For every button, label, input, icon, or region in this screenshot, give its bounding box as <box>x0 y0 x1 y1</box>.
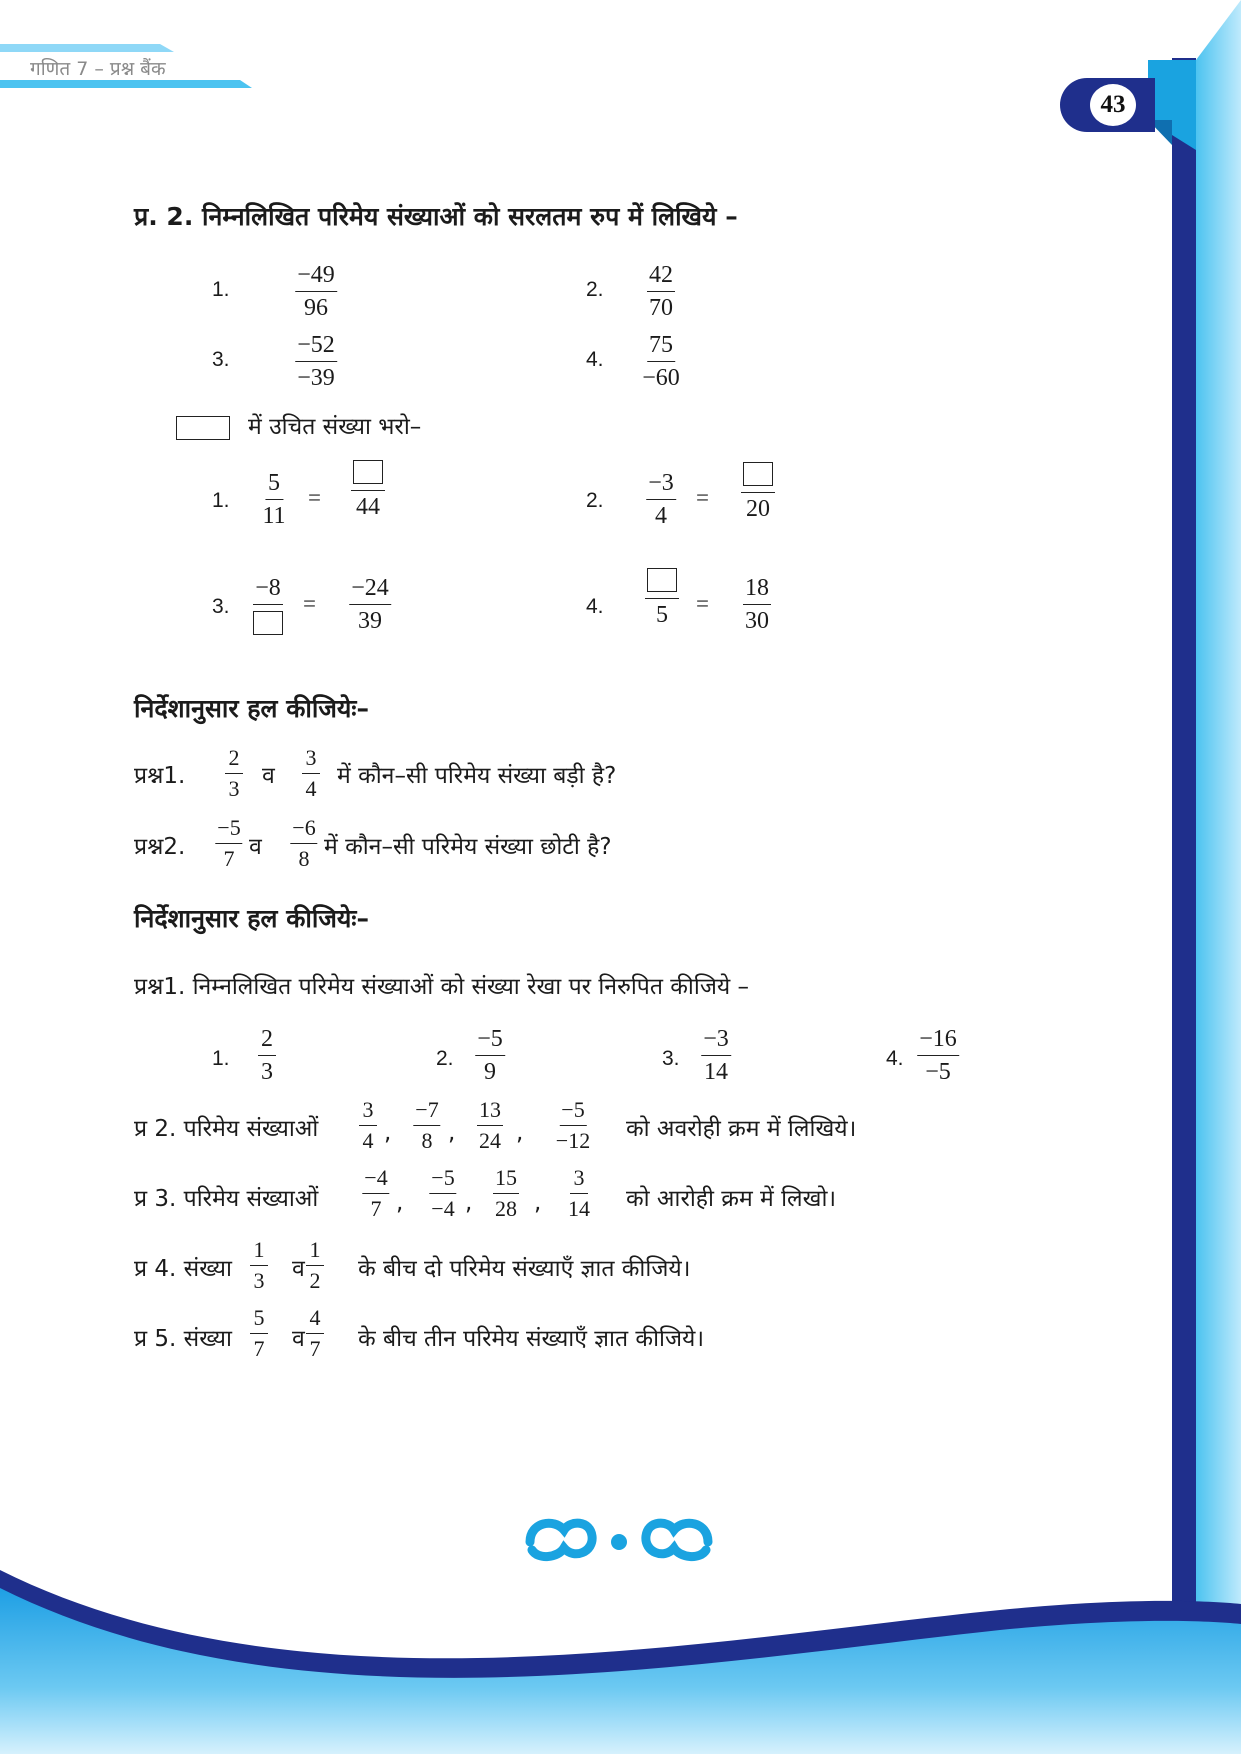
section-2-q2-fraction-2 <box>413 1098 440 1153</box>
blank-box <box>253 611 283 635</box>
section-2-q1-item-2-label: 2. <box>436 1047 454 1070</box>
denominator: 4 <box>305 775 317 801</box>
numerator: 2 <box>225 746 243 774</box>
denominator: 4 <box>362 1127 374 1153</box>
page-number: 43 <box>1090 84 1136 126</box>
denominator: 3 <box>253 1267 265 1293</box>
numerator: 1 <box>250 1238 268 1266</box>
numerator: −3 <box>701 1026 731 1056</box>
numerator-blank <box>741 462 775 493</box>
fill-item-3-label: 3. <box>212 595 230 618</box>
numerator: −24 <box>349 575 391 605</box>
equals-sign: = <box>696 485 709 510</box>
section-1-q1-text: में कौन–सी परिमेय संख्या बड़ी है? <box>337 763 617 789</box>
comma: , <box>384 1120 392 1146</box>
denominator: 70 <box>649 294 673 321</box>
section-2-q4-fraction-a <box>250 1238 268 1293</box>
numerator: −8 <box>253 575 283 605</box>
numerator: 1 <box>306 1238 324 1266</box>
fill-item-4-left-fraction <box>645 568 679 629</box>
numerator: 3 <box>359 1098 377 1126</box>
section-2-q2-fraction-1 <box>359 1098 377 1153</box>
numerator: 3 <box>302 746 320 774</box>
equals-sign: = <box>303 591 316 616</box>
q2-item-1-label: 1. <box>212 278 230 301</box>
section-2-q1-item-1-label: 1. <box>212 1047 230 1070</box>
denominator: 7 <box>309 1335 321 1361</box>
denominator: 24 <box>479 1127 501 1153</box>
denominator: 14 <box>568 1195 590 1221</box>
denominator: −39 <box>297 364 335 391</box>
fill-item-2-label: 2. <box>586 489 604 512</box>
section-2-q5-conj: व <box>292 1326 305 1352</box>
blank-box-legend <box>176 416 230 440</box>
section-2-q1-item-4-label: 4. <box>886 1047 904 1070</box>
section-2-q2-fraction-4 <box>556 1098 590 1153</box>
section-2-q3-fraction-4 <box>568 1166 590 1221</box>
section-1-q1-label: प्रश्न1. <box>134 763 186 789</box>
section-1-q2-fraction-a <box>215 816 242 871</box>
numerator: −52 <box>295 332 337 362</box>
section-2-q2-prefix: प्र 2. परिमेय संख्याओं <box>134 1116 319 1142</box>
numerator: −16 <box>917 1026 959 1056</box>
numerator: −7 <box>413 1098 440 1126</box>
section-2-q4-prefix: प्र 4. संख्या <box>134 1256 232 1282</box>
section-2-q2-fraction-3 <box>477 1098 503 1153</box>
section-2-q5-fraction-a <box>250 1306 268 1361</box>
q2-item-3-fraction <box>295 332 337 392</box>
fill-item-4-label: 4. <box>586 595 604 618</box>
numerator: 75 <box>647 332 675 362</box>
blank-box <box>743 462 773 486</box>
section-2-q3-suffix: को आरोही क्रम में लिखो। <box>626 1186 837 1212</box>
numerator: −5 <box>559 1098 586 1126</box>
blank-box <box>647 568 677 592</box>
numerator: −6 <box>290 816 317 844</box>
section-2-q5-fraction-b <box>306 1306 324 1361</box>
denominator: 7 <box>223 845 235 871</box>
denominator: 14 <box>703 1058 728 1085</box>
denominator: 20 <box>746 496 770 523</box>
denominator: −12 <box>555 1127 591 1153</box>
numerator-blank <box>645 568 679 599</box>
fill-item-1-left-fraction <box>262 470 285 530</box>
section-1-q1-conj: व <box>262 763 275 789</box>
denominator: 7 <box>253 1335 265 1361</box>
numerator: −49 <box>295 262 337 292</box>
numerator: 4 <box>306 1306 324 1334</box>
numerator: −3 <box>646 470 676 500</box>
denominator: −4 <box>431 1195 455 1221</box>
numerator: 15 <box>493 1166 519 1194</box>
fill-instruction: में उचित संख्या भरो– <box>248 414 422 440</box>
numerator: −5 <box>475 1026 505 1056</box>
fill-item-1-label: 1. <box>212 489 230 512</box>
denominator: 4 <box>654 502 667 529</box>
section-2-q5-prefix: प्र 5. संख्या <box>134 1326 232 1352</box>
q2-item-1-fraction <box>295 262 337 322</box>
section-2-q1-item-3-fraction <box>701 1026 731 1086</box>
comma: , <box>516 1120 524 1146</box>
section-2-q1-item-4-fraction <box>917 1026 959 1086</box>
section-2-q1-item-3-label: 3. <box>662 1047 680 1070</box>
denominator: −60 <box>642 364 680 391</box>
numerator: 3 <box>570 1166 588 1194</box>
numerator: −5 <box>215 816 242 844</box>
denominator: 3 <box>261 1058 273 1085</box>
fill-item-1-right-fraction <box>351 460 385 521</box>
section-1-q2-fraction-b <box>290 816 317 871</box>
section-2-q1-item-2-fraction <box>475 1026 505 1086</box>
comma: , <box>448 1120 456 1146</box>
denominator: 5 <box>656 602 668 629</box>
section-2-q3-fraction-3 <box>493 1166 519 1221</box>
q2-item-3-label: 3. <box>212 348 230 371</box>
fill-item-3-left-fraction <box>253 575 283 635</box>
section-2-q3-fraction-1 <box>362 1166 389 1221</box>
denominator: −5 <box>925 1058 951 1085</box>
denominator: 3 <box>228 775 240 801</box>
section-2-q3-prefix: प्र 3. परिमेय संख्याओं <box>134 1186 319 1212</box>
numerator: 5 <box>250 1306 268 1334</box>
fill-item-2-right-fraction <box>741 462 775 523</box>
fill-item-3-right-fraction <box>349 575 391 635</box>
section-2-q3-fraction-2 <box>429 1166 456 1221</box>
denominator: 2 <box>309 1267 321 1293</box>
comma: , <box>465 1190 473 1216</box>
numerator: 18 <box>743 575 771 605</box>
section-2-q5-suffix: के बीच तीन परिमेय संख्याएँ ज्ञात कीजिये। <box>358 1326 705 1352</box>
denominator: 8 <box>298 845 310 871</box>
q2-item-2-fraction <box>647 262 675 322</box>
numerator: −4 <box>362 1166 389 1194</box>
section-2-q1-text: प्रश्न1. निम्नलिखित परिमेय संख्याओं को संख्या रेखा पर निरुपित कीजिये – <box>134 974 750 1000</box>
ornament-logo <box>524 1512 714 1568</box>
section-1-heading: निर्देशानुसार हल कीजियेः– <box>134 694 369 723</box>
denominator: 11 <box>262 502 286 529</box>
section-2-q4-conj: व <box>292 1256 305 1282</box>
comma: , <box>396 1190 404 1216</box>
section-1-q1-fraction-a <box>225 746 243 801</box>
fill-item-4-right-fraction <box>743 575 771 635</box>
denominator: 7 <box>370 1195 382 1221</box>
denominator-blank <box>253 605 283 635</box>
numerator: 13 <box>477 1098 503 1126</box>
section-2-q2-suffix: को अवरोही क्रम में लिखिये। <box>626 1116 857 1142</box>
equals-sign: = <box>696 591 709 616</box>
denominator: 9 <box>483 1058 496 1085</box>
denominator: 30 <box>745 607 769 634</box>
section-1-q2-text: में कौन–सी परिमेय संख्या छोटी है? <box>324 834 612 860</box>
denominator: 39 <box>357 607 382 634</box>
denominator: 8 <box>421 1127 433 1153</box>
numerator: 2 <box>258 1026 276 1056</box>
section-2-q4-fraction-b <box>306 1238 324 1293</box>
q2-heading: प्र. 2. निम्नलिखित परिमेय संख्याओं को सरलतम रुप में लिखिये – <box>134 202 738 231</box>
denominator: 44 <box>356 494 380 521</box>
blank-box <box>353 460 383 484</box>
section-2-q1-item-1-fraction <box>258 1026 276 1086</box>
numerator: 5 <box>265 470 283 500</box>
denominator: 96 <box>303 294 328 321</box>
equals-sign: = <box>308 485 321 510</box>
comma: , <box>534 1190 542 1216</box>
denominator: 28 <box>495 1195 517 1221</box>
q2-item-4-label: 4. <box>586 348 604 371</box>
header-title: गणित 7 – प्रश्न बैंक <box>30 58 166 80</box>
numerator: −5 <box>429 1166 456 1194</box>
q2-item-2-label: 2. <box>586 278 604 301</box>
q2-item-4-fraction <box>642 332 680 392</box>
section-1-q2-label: प्रश्न2. <box>134 834 186 860</box>
section-2-heading: निर्देशानुसार हल कीजियेः– <box>134 904 369 933</box>
numerator-blank <box>351 460 385 491</box>
fill-item-2-left-fraction <box>646 470 676 530</box>
section-2-q4-suffix: के बीच दो परिमेय संख्याएँ ज्ञात कीजिये। <box>358 1256 691 1282</box>
numerator: 42 <box>647 262 675 292</box>
section-1-q1-fraction-b <box>302 746 320 801</box>
section-1-q2-conj: व <box>249 834 262 860</box>
